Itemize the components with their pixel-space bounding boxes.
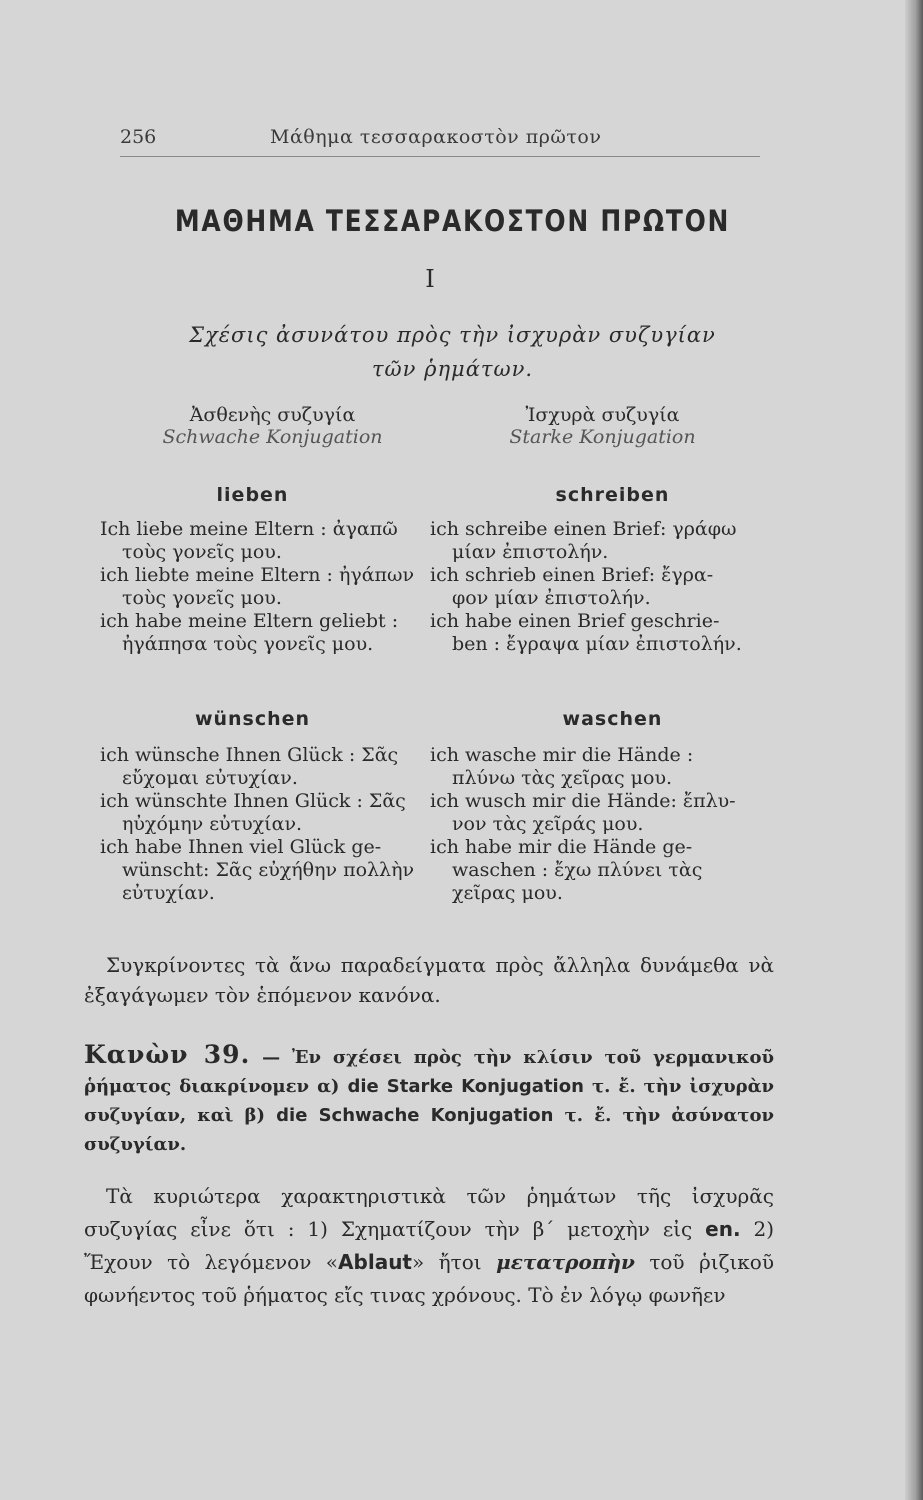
page-number: 256 [120,126,157,148]
right-column-heading [430,404,775,448]
example-entry: ich wünsche Ihnen Glück : Σᾶς εὔχομαι εὐτυχίαν. [100,744,399,789]
example-entry: ich habe Ihnen viel Glück ge- wünscht: Σᾶς εὐχήθην πολλὴν εὐτυχίαν. [100,836,415,904]
waschen-examples [430,744,775,905]
verb-heading-lieben: lieben [216,484,289,506]
example-entry: ich liebte meine Eltern : ἠγάπων τοὺς γονεῖς μου. [100,564,415,609]
suffix-en: en. [705,1217,741,1241]
term-metatropi: μετατροπὴν [496,1250,635,1274]
strong-conjugation-greek: Ἰσχυρὰ συζυγία [525,404,680,426]
subtitle-line-1: Σχέσις ἀσυνάτου πρὸς τὴν ἰσχυρὰν συζυγίαν [189,323,716,347]
rule-text-c: τ. ἔ. τὴν ἀσύνατον συζυγίαν. [84,1105,774,1155]
lieben-examples [100,518,445,656]
lesson-title: ΜΑΘΗΜΑ ΤΕΣΣΑΡΑΚΟΣΤΟΝ ΠΡΩΤΟΝ [174,204,731,238]
header-rule [120,156,760,157]
example-entry: ich schrieb einen Brief: ἔγρα- φον μίαν ἐπιστολήν. [430,564,714,609]
running-title: Μάθημα τεσσαρακοστὸν πρῶτον [270,126,602,148]
weak-conjugation-german: Schwache Konjugation [162,426,383,448]
page-header [120,126,760,152]
subtitle-line-2: τῶν ῥημάτων. [371,357,534,381]
rule-dash: — [262,1047,281,1068]
rule-39 [84,1040,774,1159]
wuenschen-examples [100,744,445,905]
example-entry: Ich liebe meine Eltern : ἀγαπῶ τοὺς γονεῖς μου. [100,518,398,563]
example-entry: ich habe mir die Hände ge- waschen : ἔχω πλύνει τὰς χεῖρας μου. [430,836,703,904]
example-entry: ich wusch mir die Hände: ἔπλυ- νον τὰς χεῖράς μου. [430,790,736,835]
comparison-paragraph: Συγκρίνοντες τὰ ἄνω παραδείγματα πρὸς ἄλληλα δυνάμεθα νὰ ἐξαγάγωμεν τὸν ἑπόμενον κανόνα. [84,953,774,1007]
verb-heading-waschen: waschen [562,708,663,730]
weak-conjugation-greek: Ἀσθενὴς συζυγία [189,404,356,426]
rule-term-weak: die Schwache Konjugation [276,1105,554,1126]
rule-text-a: Ἐν σχέσει πρὸς τὴν κλίσιν τοῦ γερμανικοῦ ῥήματος διακρίνομεν α) [84,1047,774,1097]
example-entry: ich wünschte Ihnen Glück : Σᾶς ηὐχόμην εὐτυχίαν. [100,790,406,835]
section-subtitle [0,318,905,386]
example-entry: ich habe einen Brief geschrie- ben : ἔγραψα μίαν ἐπιστολήν. [430,610,742,655]
example-entry: ich schreibe einen Brief: γράφω μίαν ἐπιστολήν. [430,518,737,563]
rule-term-strong: die Starke Konjugation [347,1076,584,1097]
example-entry: ich wasche mir die Hände : πλύνω τὰς χεῖρας μου. [430,744,694,789]
rule-label: Κανὼν 39. [84,1040,251,1069]
rule-text-b: τ. ἔ. τὴν ἰσχυρὰν συζυγίαν, καὶ β) [84,1076,774,1126]
verb-heading-wuenschen: wünschen [194,708,311,730]
verb-heading-schreiben: schreiben [555,484,670,506]
characteristics-paragraph: Τὰ κυριώτερα χαρακτηριστικὰ τῶν ῥημάτων τῆς ἰσχυρᾶς συζυγίας εἶνε ὅτι : 1) Σχηματίζουν τὴν β΄ μετοχὴν εἰς en. 2) Ἔχουν τὸ λεγόμενον «Ablaut» ἤτοι μετατροπὴν τοῦ ῥιζικοῦ φωνήεντος τοῦ ῥήματος εἴς τινας χρόνους. Τὸ ἐν λόγῳ φωνῆεν [84,1184,775,1307]
book-binding-edge [905,0,923,1500]
example-entry: ich habe meine Eltern geliebt : ἠγάπησα τοὺς γονεῖς μου. [100,610,399,655]
strong-conjugation-german: Starke Konjugation [509,426,696,448]
section-number: I [425,265,435,293]
schreiben-examples [430,518,775,656]
left-column-heading [100,404,445,448]
term-ablaut: Ablaut [338,1250,412,1274]
